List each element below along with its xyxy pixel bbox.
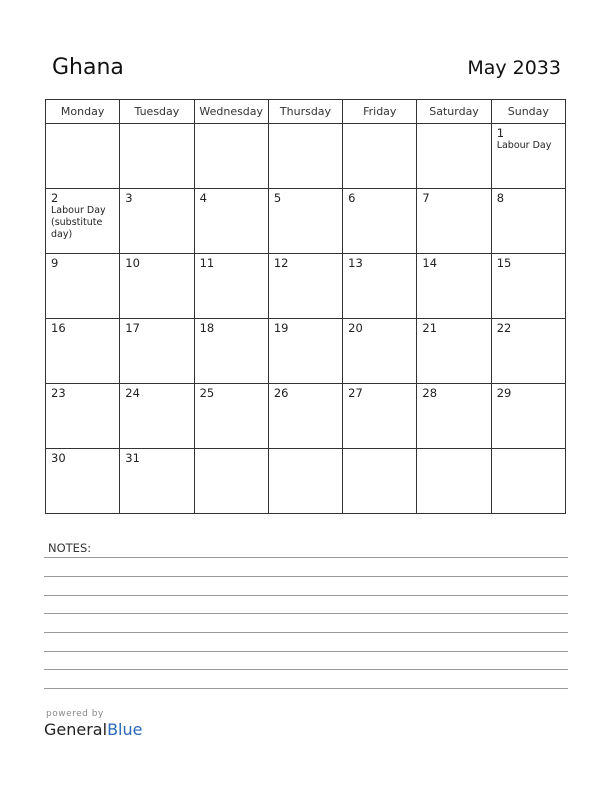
brand-general-text: General <box>44 720 108 739</box>
calendar-day-cell <box>46 254 120 319</box>
calendar-week-row <box>46 189 566 254</box>
day-number: 5 <box>273 191 282 205</box>
calendar-country-title: Ghana <box>52 55 124 80</box>
calendar-day-cell <box>194 319 268 384</box>
calendar-day-cell <box>46 124 120 189</box>
calendar-day-cell <box>120 384 194 449</box>
calendar-day-cell <box>268 189 342 254</box>
calendar-day-cell <box>417 124 491 189</box>
calendar-day-cell <box>343 254 417 319</box>
calendar-day-cell <box>343 319 417 384</box>
day-number: 21 <box>422 321 438 335</box>
notes-line <box>44 632 568 633</box>
powered-by-text: powered by <box>46 709 104 719</box>
day-number: 28 <box>422 386 438 400</box>
weekday-header: Saturday <box>417 100 491 124</box>
holiday-label: Labour Day <box>496 140 552 151</box>
notes-line <box>44 557 568 558</box>
notes-line <box>44 651 568 652</box>
day-number: 17 <box>125 321 140 335</box>
notes-line <box>44 669 568 670</box>
weekday-header: Monday <box>46 100 120 124</box>
calendar-day-cell <box>194 254 268 319</box>
day-number: 7 <box>422 191 430 205</box>
day-number: 26 <box>273 386 289 400</box>
notes-line <box>44 595 568 596</box>
calendar-day-cell <box>194 384 268 449</box>
day-number: 1 <box>496 126 505 140</box>
weekday-header: Thursday <box>268 100 342 124</box>
day-number: 11 <box>199 256 215 270</box>
day-number: 8 <box>496 191 505 205</box>
day-number: 19 <box>273 321 289 335</box>
holiday-label: Labour Day (substitute day) <box>51 205 106 240</box>
calendar-day-cell <box>343 189 417 254</box>
notes-line <box>44 613 568 614</box>
calendar-day-cell <box>417 449 491 514</box>
day-number: 15 <box>496 256 512 270</box>
notes-line <box>44 576 568 577</box>
generalblue-logo[interactable] <box>44 720 142 739</box>
day-number: 24 <box>125 386 140 400</box>
day-number: 25 <box>199 386 215 400</box>
calendar-day-cell <box>46 319 120 384</box>
calendar-day-cell <box>194 449 268 514</box>
calendar-day-cell <box>491 254 565 319</box>
calendar-day-cell <box>491 189 565 254</box>
calendar-day-cell <box>417 189 491 254</box>
calendar-day-cell <box>194 124 268 189</box>
weekday-header: Sunday <box>491 100 565 124</box>
calendar-week-row <box>46 254 566 319</box>
day-number: 23 <box>51 386 66 400</box>
weekday-header: Wednesday <box>194 100 268 124</box>
calendar-day-cell <box>417 319 491 384</box>
calendar-day-cell <box>46 449 120 514</box>
calendar-day-cell <box>417 254 491 319</box>
weekday-header-row <box>46 100 566 124</box>
day-number: 16 <box>51 321 66 335</box>
calendar-day-cell <box>268 254 342 319</box>
calendar-week-row <box>46 319 566 384</box>
day-number: 27 <box>348 386 363 400</box>
day-number: 12 <box>273 256 289 270</box>
calendar-day-cell <box>46 189 120 254</box>
calendar-day-cell <box>491 384 565 449</box>
day-number: 30 <box>51 451 66 465</box>
calendar-day-cell <box>491 319 565 384</box>
calendar-day-cell <box>343 449 417 514</box>
calendar-day-cell <box>268 449 342 514</box>
calendar-day-cell <box>268 319 342 384</box>
calendar-day-cell <box>120 254 194 319</box>
calendar-day-cell <box>46 384 120 449</box>
calendar-grid <box>45 99 566 514</box>
calendar-day-cell <box>194 189 268 254</box>
calendar-week-row <box>46 124 566 189</box>
day-number: 13 <box>348 256 363 270</box>
day-number: 6 <box>348 191 356 205</box>
day-number: 3 <box>125 191 133 205</box>
calendar-day-cell <box>120 124 194 189</box>
calendar-day-cell <box>417 384 491 449</box>
day-number: 29 <box>496 386 512 400</box>
calendar-day-cell <box>120 189 194 254</box>
day-number: 4 <box>199 191 207 205</box>
calendar-week-row <box>46 449 566 514</box>
weekday-header: Tuesday <box>120 100 194 124</box>
notes-line <box>44 688 568 689</box>
weekday-header: Friday <box>343 100 417 124</box>
calendar-day-cell <box>343 124 417 189</box>
calendar-day-cell <box>120 449 194 514</box>
day-number: 10 <box>125 256 140 270</box>
calendar-month-title: May 2033 <box>467 57 561 79</box>
brand-blue-text: Blue <box>107 720 143 739</box>
day-number: 31 <box>125 451 140 465</box>
calendar-day-cell <box>491 449 565 514</box>
day-number: 22 <box>496 321 512 335</box>
calendar-day-cell <box>268 384 342 449</box>
day-number: 2 <box>51 191 59 205</box>
notes-label: NOTES: <box>48 541 92 555</box>
calendar-day-cell <box>120 319 194 384</box>
calendar-day-cell <box>343 384 417 449</box>
calendar-day-cell <box>491 124 565 189</box>
day-number: 14 <box>422 256 438 270</box>
calendar-week-row <box>46 384 566 449</box>
calendar-day-cell <box>268 124 342 189</box>
day-number: 9 <box>51 256 59 270</box>
day-number: 20 <box>348 321 363 335</box>
day-number: 18 <box>199 321 215 335</box>
